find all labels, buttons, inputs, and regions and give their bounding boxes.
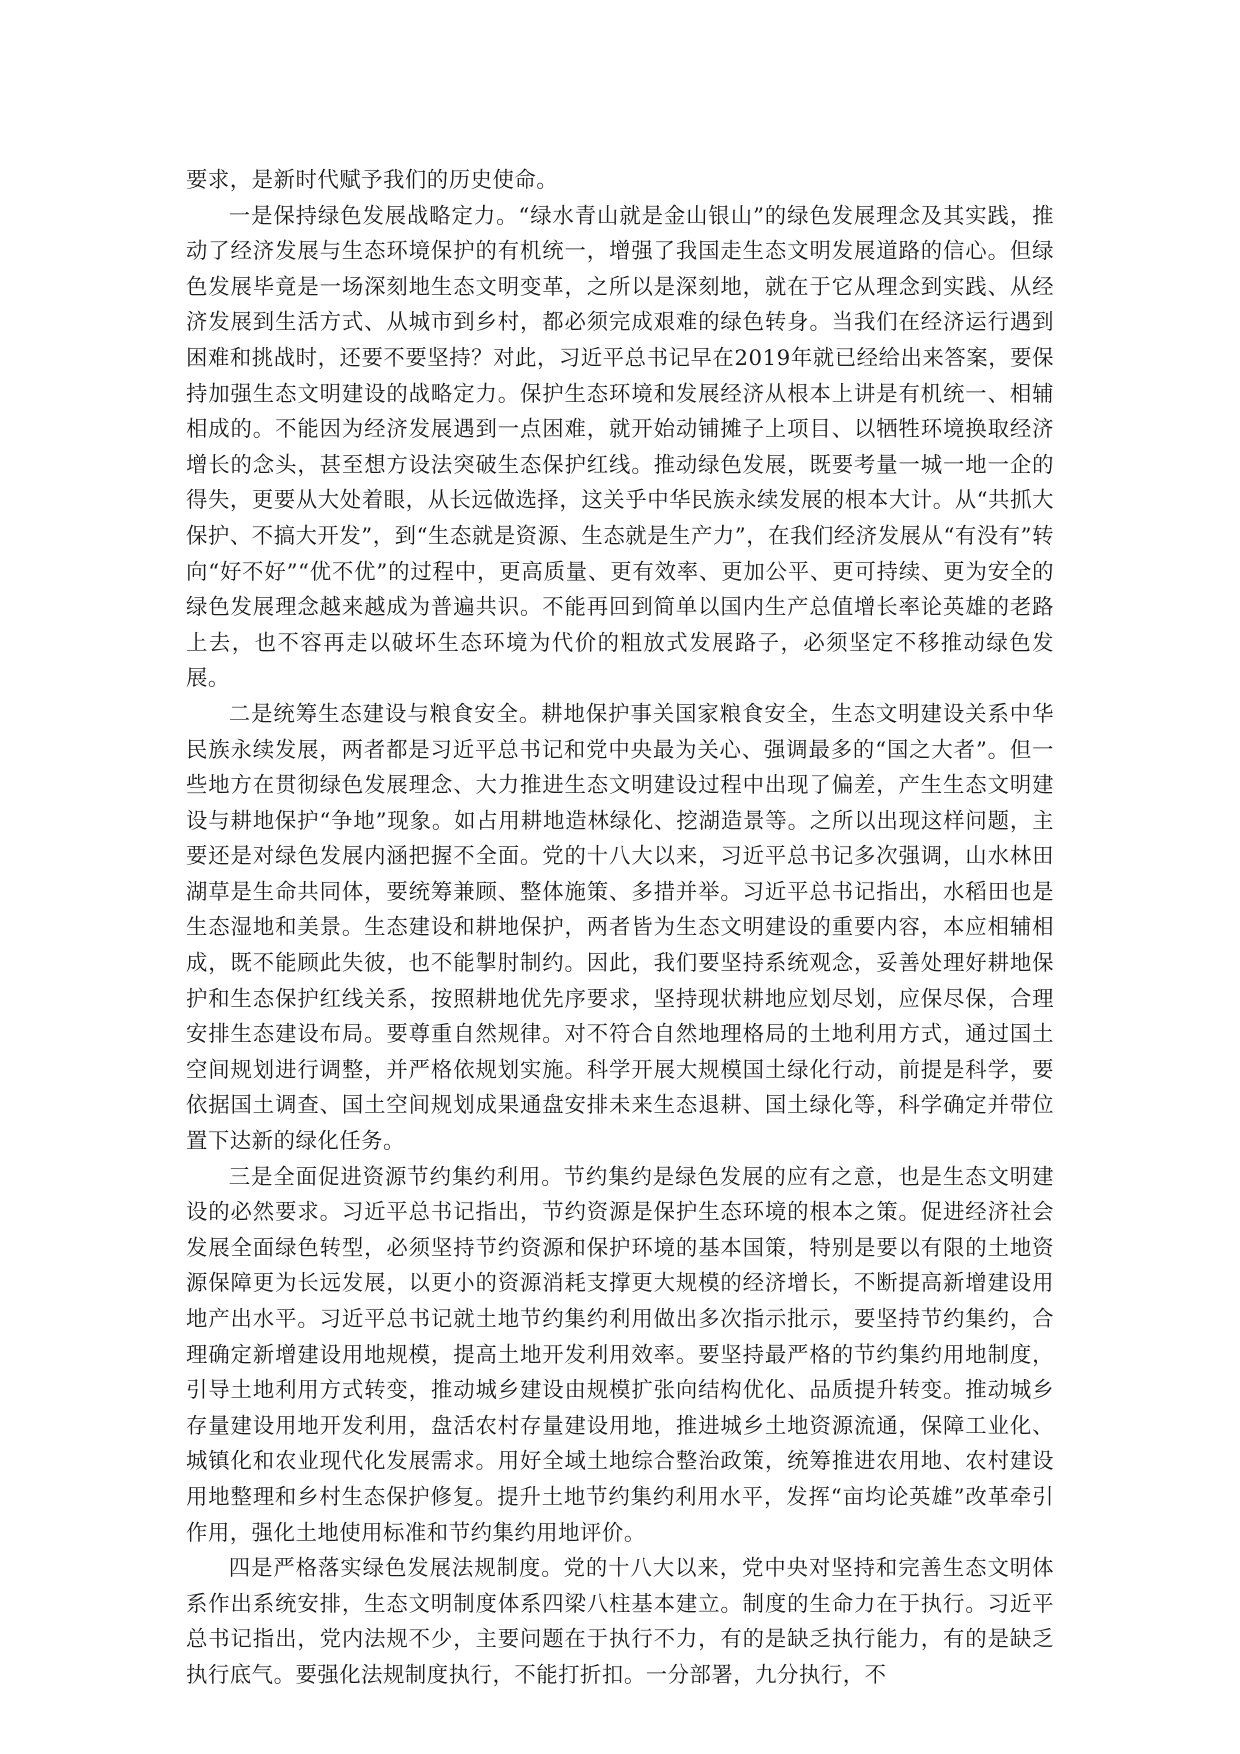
document-body <box>186 163 1054 1694</box>
paragraph-ecology-and-food-security: 二是统筹生态建设与粮食安全。耕地保护事关国家粮食安全，生态文明建设关系中华民族永续发展，两者都是习近平总书记和党中央最为关心、强调最多的“国之大者”。但一些地方在贯彻绿色发展理念、大力推进生态文明建设过程中出现了偏差，产生生态文明建设与耕地保护“争地”现象。如占用耕地造林绿化、挖湖造景等。之所以出现这样问题，主要还是对绿色发展内涵把握不全面。党的十八大以来，习近平总书记多次强调，山水林田湖草是生命共同体，要统筹兼顾、整体施策、多措并举。习近平总书记指出，水稻田也是生态湿地和美景。生态建设和耕地保护，两者皆为生态文明建设的重要内容，本应相辅相成，既不能顾此失彼，也不能掣肘制约。因此，我们要坚持系统观念，妥善处理好耕地保护和生态保护红线关系，按照耕地优先序要求，坚持现状耕地应划尽划，应保尽保，合理安排生态建设布局。要尊重自然规律。对不符合自然地理格局的土地利用方式，通过国土空间规划进行调整，并严格依规划实施。科学开展大规模国土绿化行动，前提是科学，要依据国土调查、国土空间规划成果通盘安排未来生态退耕、国土绿化等，科学确定并带位置下达新的绿化任务。 <box>186 701 1054 1155</box>
paragraph-regulations-enforcement: 四是严格落实绿色发展法规制度。党的十八大以来，党中央对坚持和完善生态文明体系作出系统安排，生态文明制度体系四梁八柱基本建立。制度的生命力在于执行。习近平总书记指出，党内法规不少，主要问题在于执行不力，有的是缺乏执行能力，有的是缺乏执行底气。要强化法规制度执行，不能打折扣。一分部署，九分执行，不 <box>186 1556 1054 1688</box>
paragraph-continuation: 要求，是新时代赋予我们的历史使命。 <box>186 168 559 193</box>
paragraph-green-development-strategy: 一是保持绿色发展战略定力。“绿水青山就是金山银山”的绿色发展理念及其实践，推动了经济发展与生态环境保护的有机统一，增强了我国走生态文明发展道路的信心。但绿色发展毕竟是一场深刻地生态文明变革，之所以是深刻地，就在于它从理念到实践、从经济发展到生活方式、从城市到乡村，都必须完成艰难的绿色转身。当我们在经济运行遇到困难和挑战时，还要不要坚持？对此，习近平总书记早在2019年就已经给出来答案，要保持加强生态文明建设的战略定力。保护生态环境和发展经济从根本上讲是有机统一、相辅相成的。不能因为经济发展遇到一点困难，就开始动铺摊子上项目、以牺牲环境换取经济增长的念头，甚至想方设法突破生态保护红线。推动绿色发展，既要考量一城一地一企的得失，更要从大处着眼，从长远做选择，这关乎中华民族永续发展的根本大计。从“共抓大保护、不搞大开发”，到“生态就是资源、生态就是生产力”，在我们经济发展从“有没有”转向“好不好”“优不优”的过程中，更高质量、更有效率、更加公平、更可持续、更为安全的绿色发展理念越来越成为普遍共识。不能再回到简单以国内生产总值增长率论英雄的老路上去，也不容再走以破坏生态环境为代价的粗放式发展路子，必须坚定不移推动绿色发展。 <box>186 203 1054 692</box>
paragraph-resource-conservation: 三是全面促进资源节约集约利用。节约集约是绿色发展的应有之意，也是生态文明建设的必然要求。习近平总书记指出，节约资源是保护生态环境的根本之策。促进经济社会发展全面绿色转型，必须坚持节约资源和保护环境的基本国策，特别是要以有限的土地资源保障更为长远发展，以更小的资源消耗支撑更大规模的经济增长，不断提高新增建设用地产出水平。习近平总书记就土地节约集约利用做出多次指示批示，要坚持节约集约，合理确定新增建设用地规模，提高土地开发利用效率。要坚持最严格的节约集约用地制度，引导土地利用方式转变，推动城乡建设由规模扩张向结构优化、品质提升转变。推动城乡存量建设用地开发利用，盘活农村存量建设用地，推进城乡土地资源流通，保障工业化、城镇化和农业现代化发展需求。用好全域土地综合整治政策，统筹推进农用地、农村建设用地整理和乡村生态保护修复。提升土地节约集约利用水平，发挥“亩均论英雄”改革牵引作用，强化土地使用标准和节约集约用地评价。 <box>186 1164 1054 1546</box>
